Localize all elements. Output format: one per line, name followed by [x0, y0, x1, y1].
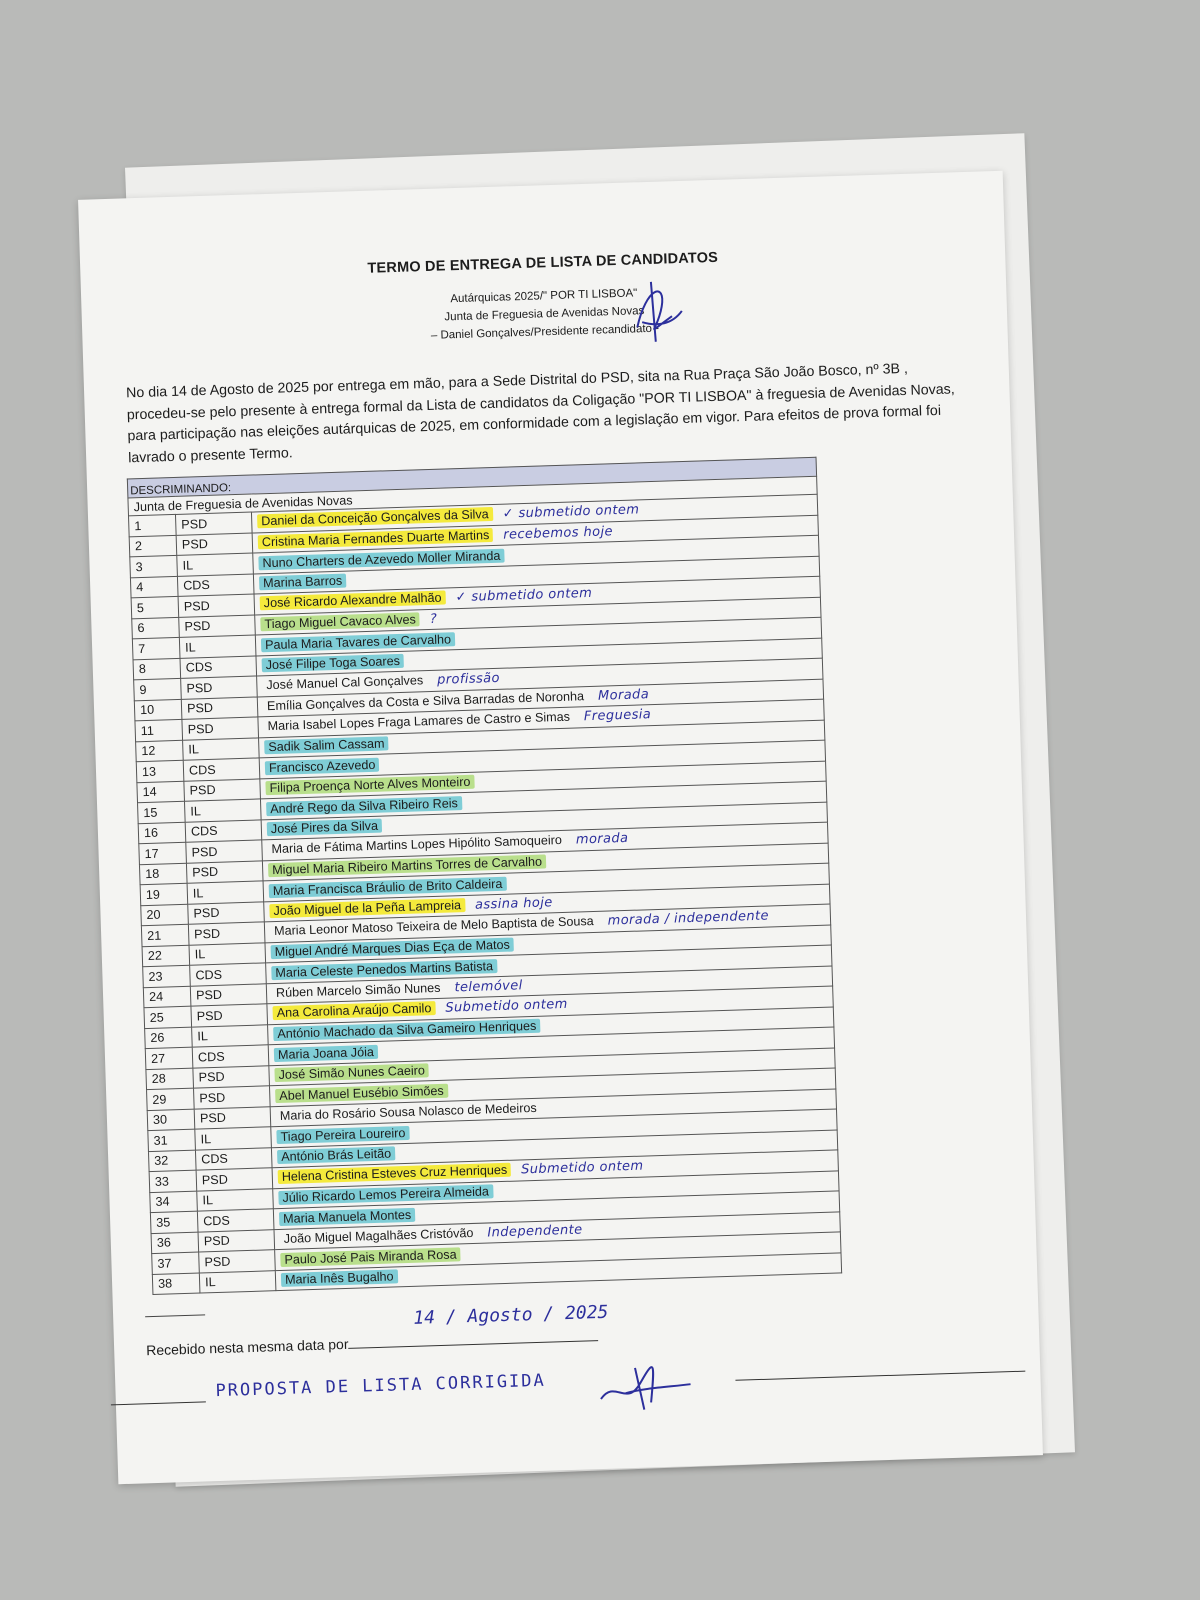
candidate-number: 25	[144, 1006, 192, 1028]
candidate-party: PSD	[194, 1106, 271, 1129]
candidate-name: Maria Manuela Montes	[279, 1208, 415, 1226]
candidate-party: CDS	[192, 1045, 269, 1068]
candidate-name: Miguel Maria Ribeiro Martins Torres de Carvalho	[268, 855, 546, 878]
candidate-party: PSD	[182, 717, 259, 740]
candidate-name: Daniel da Conceição Gonçalves da Silva	[257, 507, 493, 528]
candidate-number: 23	[143, 965, 191, 987]
candidate-party: CDS	[177, 574, 254, 597]
table-title: Junta de Freguesia de Avenidas Novas	[128, 476, 817, 516]
candidate-name: João Miguel Magalhães Cristóvão	[283, 1225, 474, 1246]
handwritten-note: morada / independente	[607, 908, 770, 929]
candidates-table-wrap	[127, 457, 842, 1295]
candidate-number: 1	[128, 514, 176, 536]
candidate-number: 6	[132, 617, 180, 639]
handwritten-note: morada	[575, 831, 629, 848]
candidate-name: Emília Gonçalves da Costa e Silva Barradas de Noronha	[266, 688, 585, 713]
candidate-name: Tiago Miguel Cavaco Alves	[260, 612, 420, 631]
handwritten-note: telemóvel	[454, 978, 523, 996]
candidate-number: 20	[141, 904, 189, 926]
candidate-number: 19	[140, 883, 188, 905]
candidate-number: 9	[134, 678, 182, 700]
candidate-number: 24	[143, 986, 191, 1008]
candidate-name: José Pires da Silva	[267, 819, 382, 837]
candidate-name: Maria do Rosário Sousa Nolasco de Medeiros	[279, 1101, 537, 1124]
candidate-name: José Filipe Toga Soares	[262, 654, 405, 672]
candidate-party: IL	[187, 881, 264, 904]
candidate-number: 35	[150, 1211, 198, 1233]
candidate-name: José Ricardo Alexandre Malhão	[260, 591, 446, 611]
candidate-number: 29	[147, 1088, 195, 1110]
candidate-party: PSD	[196, 1168, 273, 1191]
candidate-number: 33	[149, 1170, 197, 1192]
handwritten-note: recebemos hoje	[503, 523, 614, 543]
candidate-name: Ana Carolina Araújo Camilo	[272, 1001, 435, 1020]
received-line	[146, 1324, 599, 1358]
candidate-name: João Miguel de la Peña Lampreia	[269, 898, 465, 918]
handwritten-note: Submetido ontem	[520, 1158, 644, 1178]
candidate-party: PSD	[178, 594, 255, 617]
candidate-number: 27	[145, 1047, 193, 1069]
candidate-number: 13	[136, 760, 184, 782]
candidate-name: Sadik Salim Cassam	[264, 737, 389, 755]
candidate-number: 4	[130, 576, 178, 598]
candidate-number: 17	[139, 842, 187, 864]
candidate-name: Filipa Proença Norte Alves Monteiro	[265, 775, 474, 796]
candidate-number: 10	[134, 699, 182, 721]
candidate-name: António Brás Leitão	[277, 1147, 395, 1165]
signature-bottom-mark	[595, 1356, 697, 1414]
footer-dash-left	[111, 1401, 206, 1405]
candidate-name: Maria Celeste Penedos Martins Batista	[271, 959, 497, 980]
candidate-number: 14	[137, 781, 185, 803]
candidate-name: Francisco Azevedo	[265, 757, 380, 775]
candidate-name: António Machado da Silva Gameiro Henriques	[273, 1019, 540, 1041]
document-subtitle-2: Junta de Freguesia de Avenidas Novas	[444, 305, 645, 324]
candidate-name: Maria Leonor Matoso Teixeira de Melo Baptista de Sousa	[273, 914, 594, 939]
candidate-number: 7	[132, 637, 180, 659]
candidate-number: 36	[151, 1232, 199, 1254]
handwritten-note: Submetido ontem	[445, 997, 568, 1016]
candidate-name: Maria Inês Bugalho	[281, 1270, 398, 1288]
candidate-party: PSD	[193, 1065, 270, 1088]
candidate-number: 28	[146, 1068, 194, 1090]
candidate-number: 2	[129, 535, 177, 557]
handwritten-note: ✓ submetido ontem	[502, 502, 640, 522]
candidate-party: PSD	[181, 676, 258, 699]
candidate-party: PSD	[188, 901, 265, 924]
candidate-name: Maria Joana Jóia	[274, 1045, 378, 1062]
candidate-number: 15	[138, 801, 186, 823]
candidate-name: Paulo José Pais Miranda Rosa	[280, 1247, 461, 1267]
handwritten-note: profissão	[436, 671, 501, 689]
candidate-number: 38	[152, 1273, 200, 1295]
candidate-number: 12	[136, 740, 184, 762]
footer-dash-right	[735, 1371, 1025, 1381]
candidate-party: IL	[197, 1188, 274, 1211]
candidate-number: 37	[152, 1252, 200, 1274]
discriminando-label: DESCRIMINANDO:	[130, 482, 232, 498]
candidate-party: IL	[199, 1270, 276, 1293]
candidate-party: PSD	[191, 1004, 268, 1027]
handwritten-note: Morada	[597, 686, 650, 704]
handwritten-note: ?	[429, 611, 438, 627]
candidate-party: IL	[184, 799, 261, 822]
candidate-name: Marina Barros	[259, 574, 346, 591]
candidate-number: 11	[135, 719, 183, 741]
candidate-party: CDS	[183, 758, 260, 781]
candidate-party: IL	[189, 942, 266, 965]
candidate-party: PSD	[186, 840, 263, 863]
candidate-party: PSD	[190, 983, 267, 1006]
document-page	[78, 171, 1043, 1484]
candidate-party: PSD	[176, 533, 253, 556]
candidate-name: André Rego da Silva Ribeiro Reis	[266, 796, 462, 816]
candidate-party: CDS	[190, 963, 267, 986]
candidate-party: CDS	[185, 819, 262, 842]
candidate-number: 26	[145, 1027, 193, 1049]
candidate-party: CDS	[180, 655, 257, 678]
candidate-name: Maria Isabel Lopes Fraga Lamares de Castro e Simas	[267, 709, 571, 734]
candidates-body	[128, 494, 841, 1294]
candidate-party: PSD	[194, 1086, 271, 1109]
short-divider	[145, 1314, 205, 1317]
candidate-name: Paula Maria Tavares de Carvalho	[261, 632, 455, 652]
candidate-party: PSD	[175, 512, 252, 535]
candidate-name: Nuno Charters de Azevedo Moller Miranda	[258, 548, 504, 570]
handwritten-footer: PROPOSTA DE LISTA CORRIGIDA	[215, 1370, 547, 1402]
candidate-party: IL	[192, 1024, 269, 1047]
candidate-number: 22	[142, 945, 190, 967]
candidate-party: IL	[195, 1127, 272, 1150]
candidate-number: 31	[148, 1129, 196, 1151]
candidate-party: PSD	[184, 778, 261, 801]
document-subtitle-3: – Daniel Gonçalves/Presidente recandidato -	[430, 322, 660, 342]
candidate-name: Cristina Maria Fernandes Duarte Martins	[258, 528, 494, 549]
handwritten-note: assina hoje	[474, 895, 553, 913]
candidate-name: José Manuel Cal Gonçalves	[266, 673, 424, 693]
candidate-party: CDS	[195, 1147, 272, 1170]
document-title: TERMO DE ENTREGA DE LISTA DE CANDIDATOS	[367, 249, 719, 277]
intro-paragraph: No dia 14 de Agosto de 2025 por entrega em mão, para a Sede Distrital do PSD, sita na Rua Praça São João Bosco, nº 3B , procedeu-se pelo presente à entrega formal da Lista de candidatos da Coligação "POR TI LISBOA" à freguesia de Avenidas Novas, para participação nas eleições autárquicas de 2025, em conformidade com a legislação em vigor. Para efeitos de prova formal foi lavrado o presente Termo.	[125, 360, 955, 466]
candidate-number: 32	[148, 1150, 196, 1172]
candidate-name: José Simão Nunes Caeiro	[274, 1064, 429, 1083]
candidate-party: PSD	[199, 1250, 276, 1273]
candidate-party: PSD	[179, 615, 256, 638]
candidate-name: Rúben Marcelo Simão Nunes	[275, 980, 441, 1000]
handwritten-note: Freguesia	[583, 707, 652, 725]
candidate-name: Tiago Pereira Loureiro	[276, 1126, 409, 1144]
signature-mark	[626, 276, 688, 348]
candidates-table	[127, 476, 842, 1295]
candidate-party: IL	[177, 553, 254, 576]
candidate-number: 34	[150, 1191, 198, 1213]
received-label: Recebido nesta mesma data por	[145, 1335, 349, 1359]
candidate-number: 8	[133, 658, 181, 680]
handwritten-note: ✓ submetido ontem	[455, 586, 593, 606]
candidate-name: Maria de Fátima Martins Lopes Hipólito Samoqueiro	[271, 833, 563, 857]
candidate-number: 3	[130, 555, 178, 577]
handwritten-date: 14 / Agosto / 2025	[413, 1301, 609, 1329]
candidate-party: IL	[179, 635, 256, 658]
candidate-party: CDS	[197, 1209, 274, 1232]
candidate-name: Miguel André Marques Dias Eça de Matos	[271, 938, 515, 960]
candidate-number: 30	[147, 1109, 195, 1131]
received-blank	[348, 1324, 598, 1349]
candidate-name: Abel Manuel Eusébio Simões	[275, 1083, 448, 1102]
candidate-party: PSD	[198, 1229, 275, 1252]
candidate-name: Maria Francisca Bráulio de Brito Caldeira	[269, 876, 507, 897]
candidate-number: 16	[138, 822, 186, 844]
candidate-number: 5	[131, 596, 179, 618]
candidate-number: 21	[141, 924, 189, 946]
candidate-number: 18	[139, 863, 187, 885]
document-subtitle-1: Autárquicas 2025/" POR TI LISBOA"	[450, 287, 638, 306]
handwritten-note: Independente	[487, 1222, 583, 1241]
candidate-party: PSD	[186, 860, 263, 883]
candidate-name: Júlio Ricardo Lemos Pereira Almeida	[278, 1185, 493, 1206]
candidate-party: IL	[183, 737, 260, 760]
candidate-party: PSD	[188, 922, 265, 945]
candidate-name: Helena Cristina Esteves Cruz Henriques	[278, 1163, 512, 1184]
candidate-party: PSD	[181, 696, 258, 719]
